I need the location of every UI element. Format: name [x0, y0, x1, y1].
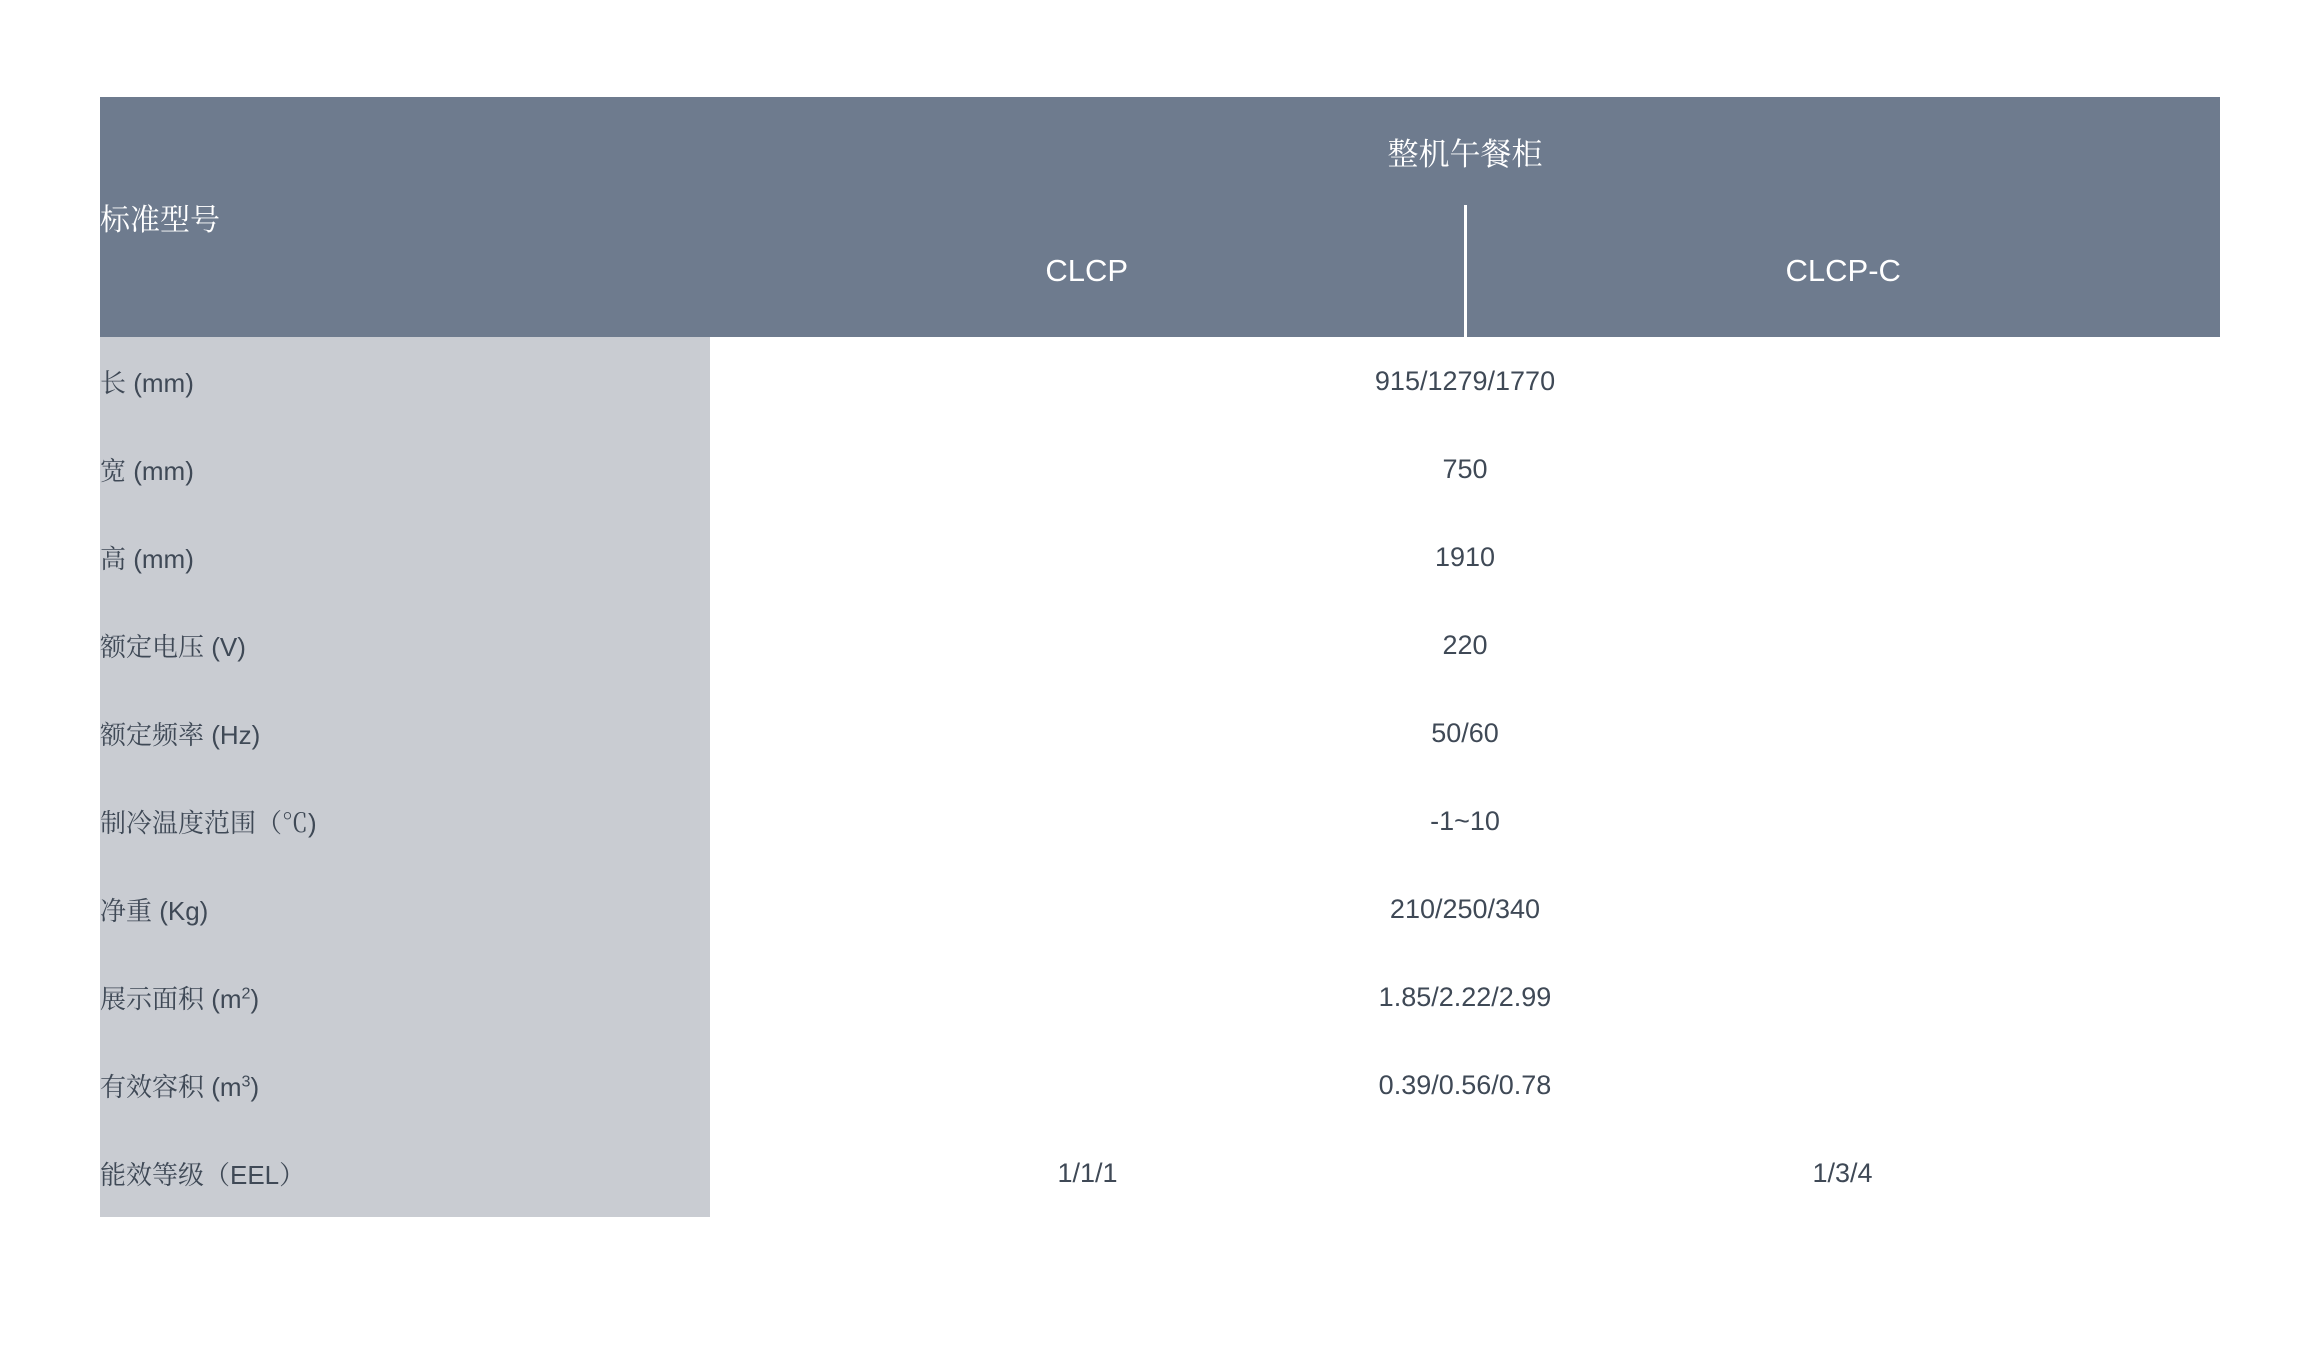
row-value-rated-voltage: 220: [710, 601, 2220, 689]
row-value-height: 1910: [710, 513, 2220, 601]
row-value-effective-volume: 0.39/0.56/0.78: [710, 1041, 2220, 1129]
row-value-display-area: 1.85/2.22/2.99: [710, 953, 2220, 1041]
row-value-net-weight: 210/250/340: [710, 865, 2220, 953]
row-value-energy-efficiency-clcp-c: [1465, 1129, 2220, 1217]
row-label-cooling-temperature-range: 制冷温度范围（℃): [100, 777, 710, 865]
table-row: [100, 689, 2220, 777]
row-label-rated-voltage: 额定电压 (V): [100, 601, 710, 689]
header-model-clcp: CLCP: [710, 205, 1465, 337]
row-label-effective-volume: [100, 1041, 710, 1129]
row-label-rated-frequency: 额定频率 (Hz): [100, 689, 710, 777]
specification-table: [100, 97, 2220, 1217]
row-value-energy-efficiency-clcp: [710, 1129, 1465, 1217]
header-model-clcp-c: CLCP-C: [1465, 205, 2220, 337]
header-standard-model-label: 标准型号: [100, 97, 710, 337]
row-value-width: 750: [710, 425, 2220, 513]
row-label-net-weight: 净重 (Kg): [100, 865, 710, 953]
row-label-effective-volume-sup: 3: [241, 1071, 251, 1090]
row-label-energy-efficiency-level: 能效等级（EEL）: [100, 1129, 710, 1217]
row-label-display-area-tail: ): [250, 983, 260, 1014]
row-value-rated-frequency: 50/60: [710, 689, 2220, 777]
row-value-cooling-temperature-range: -1~10: [710, 777, 2220, 865]
table-row: [100, 601, 2220, 689]
table-row: [100, 1129, 2220, 1217]
header-group-title: 整机午餐柜: [710, 97, 2220, 205]
row-label-display-area-main: 展示面积 (m: [100, 983, 242, 1014]
table-row: [100, 777, 2220, 865]
row-label-length: 长 (mm): [100, 337, 710, 425]
row-label-display-area-sup: 2: [241, 983, 251, 1002]
table-row: [100, 865, 2220, 953]
table-row: [100, 425, 2220, 513]
row-label-width: 宽 (mm): [100, 425, 710, 513]
row-value-energy-efficiency-clcp-c-text: 1/3/4: [1812, 1157, 1873, 1188]
table-row: [100, 513, 2220, 601]
table-header-row: [100, 97, 2220, 205]
row-label-effective-volume-main: 有效容积 (m: [100, 1071, 242, 1102]
row-label-effective-volume-tail: ): [250, 1071, 260, 1102]
table-row: [100, 337, 2220, 425]
row-value-length: 915/1279/1770: [710, 337, 2220, 425]
row-label-display-area: [100, 953, 710, 1041]
row-value-energy-efficiency-clcp-text: 1/1/1: [1057, 1157, 1118, 1188]
row-label-height: 高 (mm): [100, 513, 710, 601]
table-row: [100, 953, 2220, 1041]
table-row: [100, 1041, 2220, 1129]
